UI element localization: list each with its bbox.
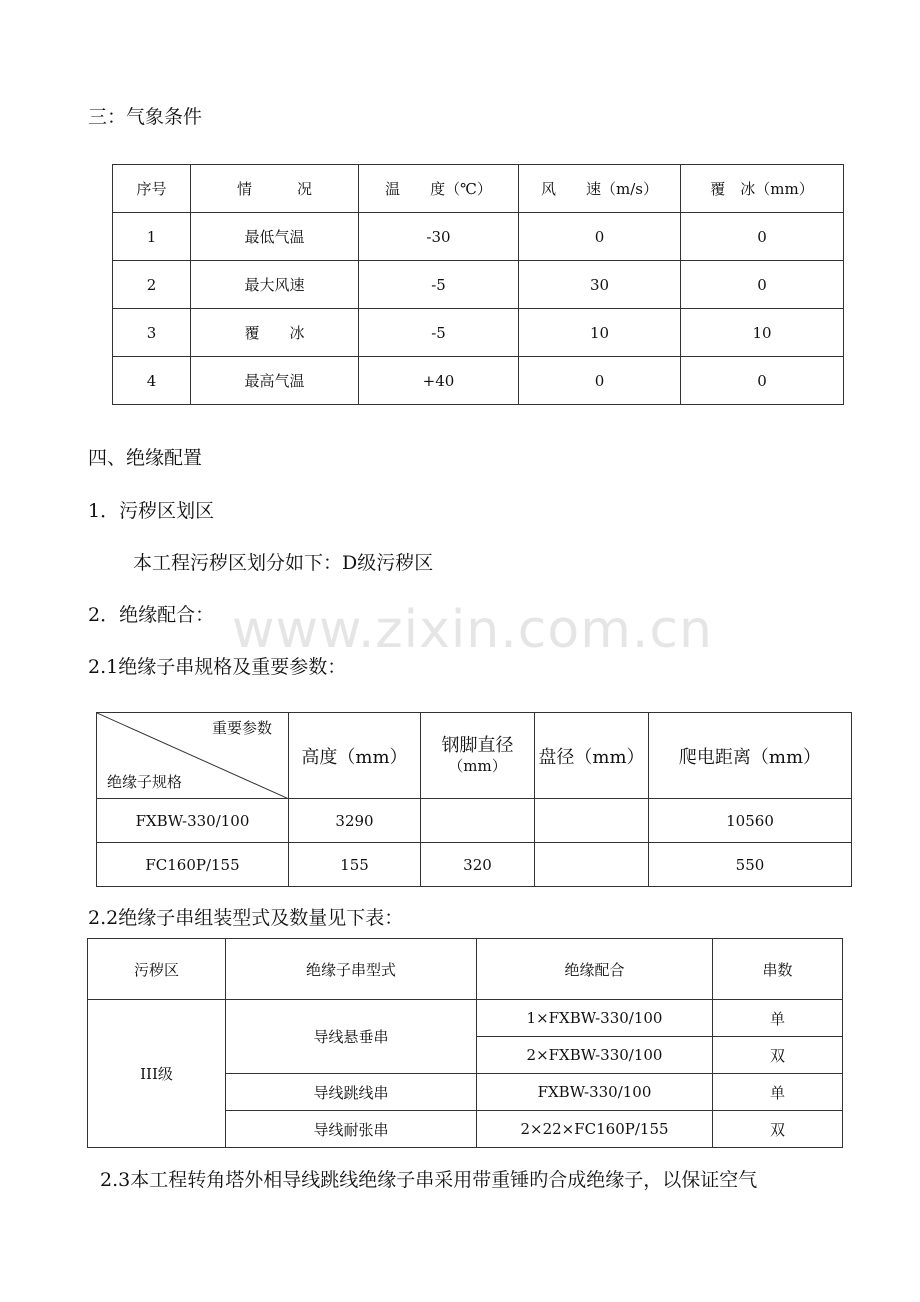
- table-cell: 10: [519, 309, 681, 357]
- table-cell: 双: [713, 1111, 843, 1148]
- header-cell: 情 况: [191, 165, 359, 213]
- table-cell: 1×FXBW-330/100: [477, 1000, 713, 1037]
- table-cell: 0: [681, 357, 844, 405]
- header-line: （mm）: [448, 756, 507, 775]
- header-cell: 温 度（℃）: [359, 165, 519, 213]
- table-row: [113, 213, 844, 261]
- subsection-2-1-heading: 2.1绝缘子串规格及重要参数：: [88, 656, 347, 678]
- header-cell: 覆 冰（mm）: [681, 165, 844, 213]
- subsection-2-2-heading: 2.2绝缘子串组装型式及数量见下表：: [88, 907, 404, 929]
- table-cell: 320: [421, 843, 535, 887]
- table-cell: 4: [113, 357, 191, 405]
- table-cell: 单: [713, 1000, 843, 1037]
- table-cell: 155: [289, 843, 421, 887]
- table-cell: 0: [519, 213, 681, 261]
- table-row: [97, 843, 852, 887]
- table-row: [97, 799, 852, 843]
- table-cell: 2: [113, 261, 191, 309]
- table-cell: 550: [649, 843, 852, 887]
- string-type-cell: 导线耐张串: [226, 1111, 477, 1148]
- table-cell: FXBW-330/100: [97, 799, 289, 843]
- table-cell: 3290: [289, 799, 421, 843]
- pollution-zone-text: 本工程污秽区划分如下：D级污秽区: [133, 552, 434, 574]
- header-cell: 绝缘子串型式: [226, 939, 477, 1000]
- insulator-spec-table: [96, 712, 852, 887]
- table-cell: 0: [681, 261, 844, 309]
- weather-table: [112, 164, 844, 405]
- table-cell: 3: [113, 309, 191, 357]
- table-cell: -5: [359, 309, 519, 357]
- table-cell: 2×22×FC160P/155: [477, 1111, 713, 1148]
- insulator-assembly-table: [87, 938, 843, 1148]
- table-row: [113, 261, 844, 309]
- section-4-heading: 四、绝缘配置: [88, 447, 203, 469]
- table-row: [88, 1000, 843, 1037]
- subsection-2-3-text: 2.3本工程转角塔外相导线跳线绝缘子串采用带重锤旳合成绝缘子，以保证空气: [100, 1169, 758, 1191]
- table-cell: 双: [713, 1037, 843, 1074]
- table-cell: 10: [681, 309, 844, 357]
- subsection-1-heading: 1．污秽区划区: [88, 500, 215, 522]
- table-cell: 0: [519, 357, 681, 405]
- diagonal-header-cell: [97, 713, 289, 799]
- header-cell: 污秽区: [88, 939, 226, 1000]
- table-cell: 0: [681, 213, 844, 261]
- diagonal-header-bottom: 绝缘子规格: [107, 773, 183, 791]
- table-cell: [421, 799, 535, 843]
- header-cell: 绝缘配合: [477, 939, 713, 1000]
- table-cell: 覆 冰: [191, 309, 359, 357]
- table-cell: -5: [359, 261, 519, 309]
- header-cell: 盘径（mm）: [535, 713, 649, 799]
- table-cell: [535, 799, 649, 843]
- header-cell: [421, 713, 535, 799]
- header-line: 钢脚直径: [441, 734, 514, 756]
- table-row: [113, 309, 844, 357]
- section-3-heading: 三：气象条件: [88, 106, 203, 128]
- table-header-row: [97, 713, 852, 799]
- zone-cell: III级: [88, 1000, 226, 1148]
- table-cell: 最低气温: [191, 213, 359, 261]
- table-cell: 1: [113, 213, 191, 261]
- header-cell: 序号: [113, 165, 191, 213]
- header-cell: 风 速（m/s）: [519, 165, 681, 213]
- table-cell: 单: [713, 1074, 843, 1111]
- table-header-row: [113, 165, 844, 213]
- table-cell: [535, 843, 649, 887]
- string-type-cell: 导线跳线串: [226, 1074, 477, 1111]
- subsection-2-heading: 2．绝缘配合：: [88, 604, 215, 626]
- table-cell: +40: [359, 357, 519, 405]
- table-cell: FXBW-330/100: [477, 1074, 713, 1111]
- watermark: www.zixin.com.cn: [232, 600, 713, 660]
- string-type-cell: 导线悬垂串: [226, 1000, 477, 1074]
- header-cell: 串数: [713, 939, 843, 1000]
- table-cell: 30: [519, 261, 681, 309]
- table-cell: 最高气温: [191, 357, 359, 405]
- table-cell: 10560: [649, 799, 852, 843]
- table-cell: 最大风速: [191, 261, 359, 309]
- header-cell: 爬电距离（mm）: [649, 713, 852, 799]
- table-cell: -30: [359, 213, 519, 261]
- table-cell: FC160P/155: [97, 843, 289, 887]
- diagonal-header-top: 重要参数: [211, 719, 272, 737]
- table-header-row: [88, 939, 843, 1000]
- table-cell: 2×FXBW-330/100: [477, 1037, 713, 1074]
- table-row: [113, 357, 844, 405]
- header-cell: 高度（mm）: [289, 713, 421, 799]
